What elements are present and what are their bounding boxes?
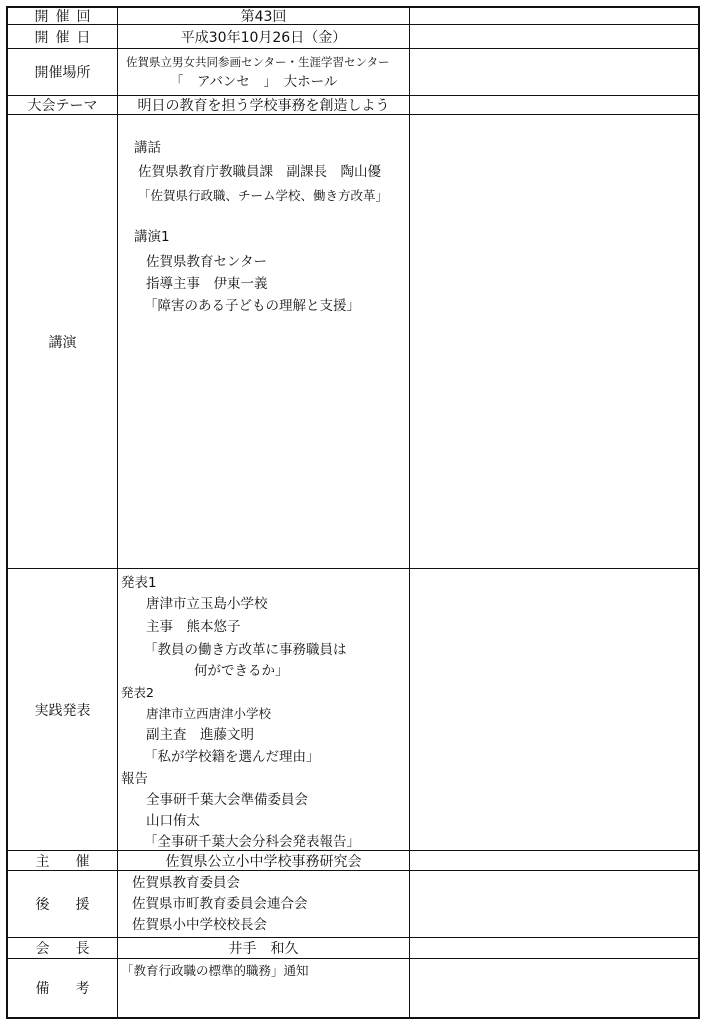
row-date	[6, 24, 700, 48]
report-heading: 報告	[121, 771, 148, 787]
report-org: 全事研千葉大会準備委員会	[146, 792, 308, 808]
blank-notes	[409, 958, 700, 1017]
blank-president	[409, 937, 700, 958]
venue-line-2: 「 アバンセ 」 大ホール	[170, 74, 338, 90]
presentation2-title: 「私が学校籍を選んだ理由」	[144, 749, 320, 765]
blank-theme	[409, 95, 700, 114]
value-session: 第43回	[117, 6, 409, 24]
presentation2-heading: 発表2	[121, 685, 154, 700]
value-president: 井手 和久	[117, 937, 409, 958]
label-lectures: 講演	[6, 114, 117, 568]
report-speaker: 山口侑太	[146, 813, 200, 829]
presentation2-speaker: 副主査 進藤文明	[146, 727, 254, 743]
blank-session	[409, 6, 700, 24]
value-theme: 明日の教育を担う学校事務を創造しよう	[117, 95, 409, 114]
blank-lectures	[409, 114, 700, 568]
label-support: 後援	[6, 870, 117, 937]
support-item: 佐賀県小中学校校長会	[132, 917, 267, 933]
row-president	[6, 937, 700, 958]
value-notes	[117, 958, 409, 1017]
presentation1-title-line1: 「教員の働き方改革に事務職員は	[144, 642, 347, 658]
row-notes	[6, 958, 700, 1017]
label-theme: 大会テーマ	[6, 95, 117, 114]
value-venue	[117, 48, 409, 95]
presentation1-heading: 発表1	[121, 575, 157, 591]
talk-speaker: 佐賀県教育庁教職員課 副課長 陶山優	[138, 164, 381, 180]
event-summary-table	[6, 6, 700, 1019]
value-organizer: 佐賀県公立小中学校事務研究会	[117, 850, 409, 870]
blank-date	[409, 24, 700, 48]
blank-practice	[409, 568, 700, 850]
row-organizer	[6, 850, 700, 870]
blank-organizer	[409, 850, 700, 870]
label-president: 会長	[6, 937, 117, 958]
row-theme	[6, 95, 700, 114]
notes-text: 「教育行政職の標準的職務」通知	[121, 963, 309, 978]
label-notes: 備考	[6, 958, 117, 1017]
value-practice	[117, 568, 409, 850]
support-item: 佐賀県市町教育委員会連合会	[132, 896, 308, 912]
lecture1-org: 佐賀県教育センター	[146, 254, 267, 270]
presentation1-school: 唐津市立玉島小学校	[146, 596, 268, 612]
report-title: 「全事研千葉大会分科会発表報告」	[144, 834, 360, 850]
blank-venue	[409, 48, 700, 95]
row-venue	[6, 48, 700, 95]
row-lectures	[6, 114, 700, 568]
value-lectures	[117, 114, 409, 568]
row-practice	[6, 568, 700, 850]
support-item: 佐賀県教育委員会	[132, 875, 240, 891]
blank-support	[409, 870, 700, 937]
presentation2-school: 唐津市立西唐津小学校	[146, 706, 272, 721]
presentation1-speaker: 主事 熊本悠子	[146, 619, 241, 635]
venue-line-1: 佐賀県立男女共同参画センター・生涯学習センター	[126, 55, 390, 69]
row-support	[6, 870, 700, 937]
lecture1-title: 「障害のある子どもの理解と支援」	[144, 298, 360, 314]
label-venue: 開催場所	[6, 48, 117, 95]
table-bottom-border	[6, 1017, 700, 1019]
value-date: 平成30年10月26日（金）	[117, 24, 409, 48]
lecture1-heading: 講演1	[134, 229, 170, 245]
talk-heading: 講話	[134, 140, 161, 156]
lecture1-speaker: 指導主事 伊東一義	[146, 276, 268, 292]
talk-title: 「佐賀県行政職、チーム学校、働き方改革」	[138, 188, 389, 203]
row-session	[6, 6, 700, 24]
value-support	[117, 870, 409, 937]
label-session: 開催回	[6, 6, 117, 24]
presentation1-title-line2: 何ができるか」	[194, 663, 289, 679]
label-practice: 実践発表	[6, 568, 117, 850]
label-organizer: 主催	[6, 850, 117, 870]
label-date: 開催日	[6, 24, 117, 48]
